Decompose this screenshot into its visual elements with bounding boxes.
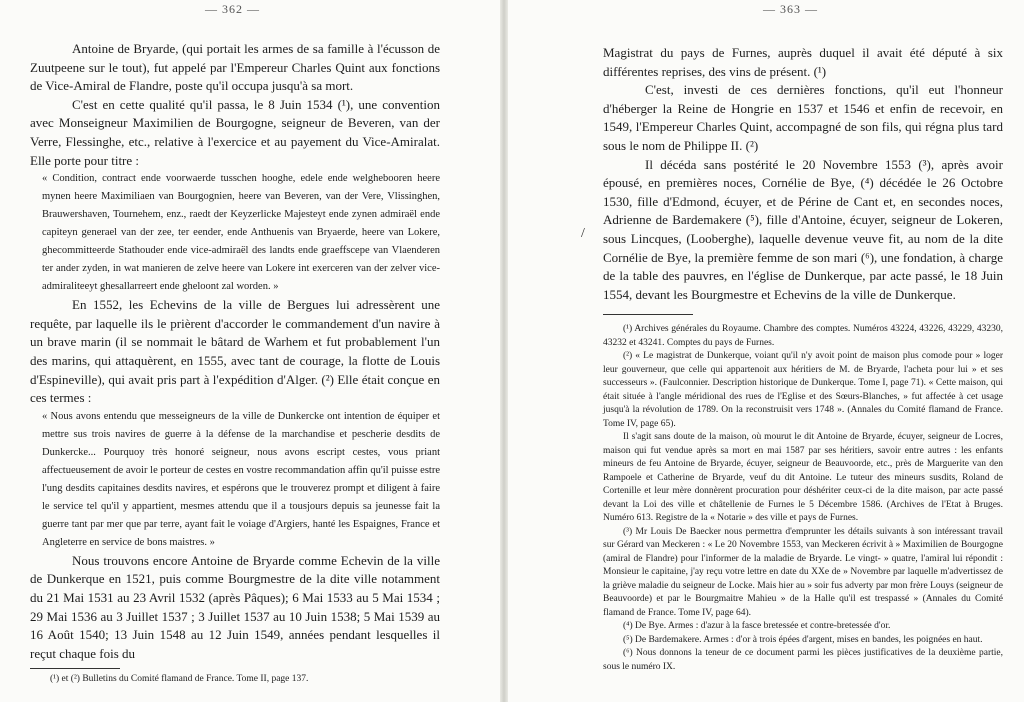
footnote: (³) Mr Louis De Baecker nous permettra d'emprunter les détails suivants à son intéressant travail sur Gérard van Meckeren : « Le 20 Novembre 1553, van Meckeren écrivit à » Maximilien de Bourgogne (amiral de Flandre) pour l'informer de la maladie de Bryarde. Le vingt- » quatre, l'amiral lui répondit : Monsieur le capitaine, j'ay reçu votre lettre en date du XXe de » Novembre par laquelle m'advertissez de la griève maladie du seigneur de Locke. Mais hier au » soir fus adverty par mon frère Louys (seigneur de Beauvoorde) et par le Bourgmaitre Mahieu » de la Halle qu'il est trespassé » (Annales du Comité flamand de France. Tome IV, page 64). bbox=[603, 526, 1003, 618]
paragraph: Antoine de Bryarde, (qui portait les armes de sa famille à l'écusson de Zuutpeene sur le tout), fut appelé par l'Empereur Charles Quint aux fonctions de Vice-Amiral de Flandre, poste qu'il occupa jusqu'à sa mort. bbox=[30, 41, 440, 94]
footnote: (⁶) Nous donnons la teneur de ce document parmi les pièces justificatives de la deuxième partie, sous le numéro IX. bbox=[603, 648, 1003, 672]
footnote: (⁵) De Bardemakere. Armes : d'or à trois épées d'argent, mises en bandes, les poignées en haut. bbox=[623, 634, 983, 645]
quote-block: « Nous avons entendu que messeigneurs de la ville de Dunkercke ont intention de équiper et mettre sus trois navires de guerre à la défense de la marchandise et pescherie desdits de Dunkercke... Pourquoy très honoré seigneur, nous avons escript cestes, vous priant affectueusement de avoir le porteur de cestes en vostre recommandation affin qu'il puisse estre l'ung desdits capitaines desdits navires, et espérons que le trouverez prompt et diligent à faire le service tel qu'il y appartient, mesmes attendu que il a tousjours depuis sa jeunesse fait la guerre tant par mer que par terre, ayant fait le voiage d'Argiers, hanté les Espaignes, France et Angleterre en service de bons maistres. » bbox=[42, 410, 440, 548]
footnote: (¹) Archives générales du Royaume. Chambre des comptes. Numéros 43224, 43226, 43229, 43230, 43232 et 43241. Comptes du pays de Furnes. bbox=[603, 324, 1003, 348]
book-gutter bbox=[500, 0, 508, 702]
footnote: Il s'agit sans doute de la maison, où mourut le dit Antoine de Bryarde, écuyer, seigneur de Locres, maison qui fut vendue après sa mort en mai 1587 par ses héritiers, savoir entre autres : les enfants mineurs de feu Antoine de Bryarde, écuyer, seigneur de Beauvoorde, etc., près de Marguerite van den Rampoele et Catherine de Bryarde, veuf du dit Antoine. Le tuteur des mineurs susdits, Roland de Cortenille et leur mère donnèrent procuration pour déshériter ceux-ci de la dite maison, par acte passé devant la Loi des ville et châtellenie de Furnes le 5 Décembre 1586. (Archives de l'Etat à Bruges. Numéro 613. Registre de la « Notarie » des ville et pays de Furnes. bbox=[603, 432, 1003, 524]
footnote-divider bbox=[30, 668, 120, 669]
right-column bbox=[603, 44, 1003, 674]
paragraph: Magistrat du pays de Furnes, auprès duquel il avait été député à six différentes reprises, des vins de présent. (¹) bbox=[603, 45, 1003, 79]
footnote: (²) « Le magistrat de Dunkerque, voiant qu'il n'y avoit point de maison plus comode pour » loger leur gouverneur, que celle qui appartenoit aux héritiers de M. de Bryarde, l'acheta pour lui » et ses successeurs ». (Faulconnier. Description historique de Dunkerque. Tome I, page 71). « Cette maison, qui était située à l'angle méridional des rues de l'Eglise et des Sœurs-Blanches, » fut affectée à cet usage jusqu'à la révolution de 1789. On la reconstruisit vers 1748 ». (Annales du Comité flamand de France. Tome IV, page 65). bbox=[603, 351, 1003, 429]
left-column bbox=[30, 40, 440, 687]
paragraph: Il décéda sans postérité le 20 Novembre 1553 (³), après avoir épousé, en premières noces, Cornélie de Bye, (⁴) décédée le 26 Octobre 1530, fille d'Edmond, écuyer, et de Périne de Cant et, en secondes noces, Adrienne de Bardemakere (⁵), fille d'Antoine, écuyer, seigneur de Lokeren, sous Lincques, (Looberghe), laquelle devenue veuve fit, au nom de la dite Cornélie de Bye, la première femme de son mari (⁶), une fondation, à charge de la table des pauvres, en l'église de Dunkerque, par acte passé, le 18 Juin 1554, devant les Bourgmestre et Echevins de la ville de Dunkerque. bbox=[603, 156, 1003, 302]
footnote: (⁴) De Bye. Armes : d'azur à la fasce bretessée et contre-bretessée d'or. bbox=[623, 621, 891, 632]
page-number: — 363 — bbox=[763, 2, 818, 16]
footnote: (¹) et (²) Bulletins du Comité flamand de France. Tome II, page 137. bbox=[50, 674, 309, 685]
footnote-divider bbox=[603, 314, 693, 315]
paragraph: C'est, investi de ces dernières fonctions, qu'il eut l'honneur d'héberger la Reine de Hongrie en 1537 et 1546 et enfin de recevoir, en 1549, l'Empereur Charles Quint, accompagné de son fils, qui régna plus tard sous le nom de Philippe II. (²) bbox=[603, 82, 1003, 153]
right-page bbox=[508, 0, 1024, 702]
margin-mark: / bbox=[581, 226, 585, 241]
paragraph: C'est en cette qualité qu'il passa, le 8 Juin 1534 (¹), une convention avec Monseigneur Maximilien de Bourgogne, seigneur de Beveren, van der Verre, Flessinghe, etc., relative à l'exercice et au payement du Vice-Amiralat. Elle porte pour titre : bbox=[30, 96, 440, 168]
left-page bbox=[0, 0, 500, 702]
quote-block: « Condition, contract ende voorwaerde tusschen hooghe, edele ende welghebooren heere mynen heere Maximiliaen van Bourgognien, heere van Beveren, van der Vere, Vlissinghen, Brauwershaven, Tournehem, enz., raedt der Keyzerlicke Majesteyt ende zynen admiraël ende capiteyn generael van der zee, ter eender, ende Anthuenis van Bryaerde, heere van Lokere, ghecommitteerde Stathouder ende vice-admiraël des landts ende graeffscepe van Vlaenderen ter ander zyden, in wat manieren de zelve heere van Lokere int exerceren van der zelver vice-admiraliteeyt ghesallarreert ende gheloont zal worden. » bbox=[42, 173, 440, 293]
paragraph: Nous trouvons encore Antoine de Bryarde comme Echevin de la ville de Dunkerque en 1521, puis comme Bourgmestre de la dite ville notamment du 21 Mai 1531 au 23 Avril 1532 (après Pâques); 6 Mai 1533 au 5 Mai 1534 ; 29 Mai 1536 au 3 Juillet 1537 ; 3 Juillet 1537 au 10 Juin 1538; 5 Mai 1539 au 16 Août 1540; 13 Juin 1548 au 12 Juin 1549, années pendant lesquelles il reçut chaque fois du bbox=[30, 552, 440, 661]
page-number: — 362 — bbox=[205, 2, 260, 16]
paragraph: En 1552, les Echevins de la ville de Bergues lui adressèrent une requête, par laquelle ils le prièrent d'accorder le commandement d'un navire à un brave marin (il se nommait le bâtard de Warhem et fut probablement l'un des marins, qui attaquèrent, en 1555, avec tant de courage, la flotte de Louis d'Espineville), qui avait pris part à l'expédition d'Alger. (²) Elle était conçue en ces termes : bbox=[30, 297, 440, 406]
